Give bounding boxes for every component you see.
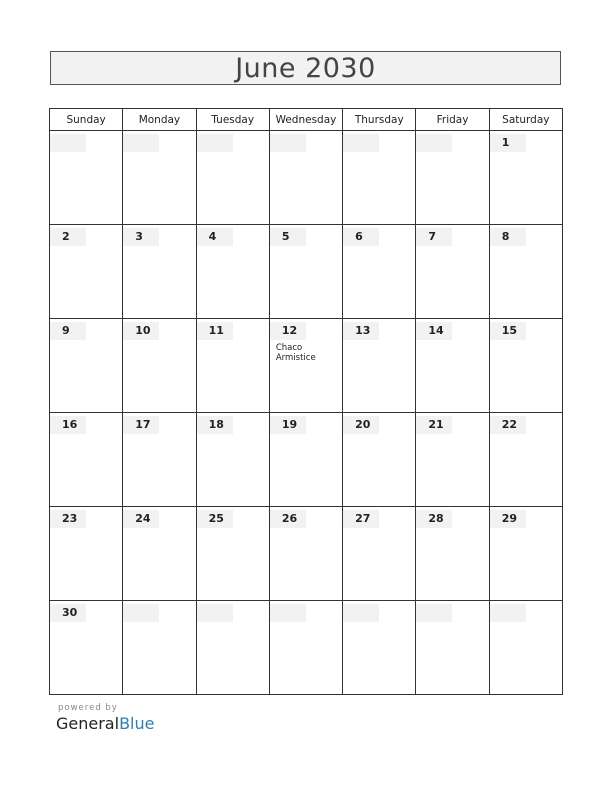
weekday-thursday: Thursday [343, 109, 416, 131]
day-cell[interactable] [343, 131, 416, 225]
week-row [50, 507, 563, 601]
day-number: 16 [50, 416, 86, 434]
day-number: 5 [270, 228, 306, 246]
day-number: 8 [490, 228, 526, 246]
day-number: 23 [50, 510, 86, 528]
day-cell[interactable] [489, 225, 562, 319]
day-number: 15 [490, 322, 526, 340]
day-cell[interactable] [416, 225, 489, 319]
day-number: 13 [343, 322, 379, 340]
day-cell[interactable] [269, 225, 342, 319]
day-cell[interactable] [123, 507, 196, 601]
day-cell[interactable] [196, 319, 269, 413]
day-cell[interactable] [50, 131, 123, 225]
week-row [50, 601, 563, 695]
weekday-sunday: Sunday [50, 109, 123, 131]
day-cell[interactable] [489, 319, 562, 413]
day-cell[interactable] [269, 413, 342, 507]
weekday-header-row [50, 109, 563, 131]
weekday-friday: Friday [416, 109, 489, 131]
week-row [50, 413, 563, 507]
calendar-body [50, 131, 563, 695]
day-number: 21 [416, 416, 452, 434]
weekday-monday: Monday [123, 109, 196, 131]
day-number: 14 [416, 322, 452, 340]
day-cell[interactable] [123, 319, 196, 413]
day-cell[interactable] [269, 131, 342, 225]
day-number [343, 134, 379, 152]
day-number: 20 [343, 416, 379, 434]
brand-general: General [56, 714, 120, 733]
day-cell[interactable] [50, 413, 123, 507]
brand-blue: Blue [119, 714, 155, 733]
weekday-wednesday: Wednesday [269, 109, 342, 131]
day-number: 27 [343, 510, 379, 528]
day-cell[interactable] [416, 319, 489, 413]
day-number: 3 [123, 228, 159, 246]
day-cell[interactable] [269, 319, 342, 413]
day-number: 10 [123, 322, 159, 340]
day-cell[interactable] [196, 413, 269, 507]
week-row [50, 319, 563, 413]
holiday-event: Chaco Armistice [275, 343, 316, 363]
day-number [416, 604, 452, 622]
footer-branding [56, 703, 154, 733]
day-cell[interactable] [489, 413, 562, 507]
day-cell[interactable] [416, 131, 489, 225]
day-number: 19 [270, 416, 306, 434]
day-number [123, 134, 159, 152]
day-number [490, 604, 526, 622]
day-cell[interactable] [196, 225, 269, 319]
calendar-title-box [50, 51, 561, 85]
day-number: 12 [270, 322, 306, 340]
day-number: 24 [123, 510, 159, 528]
day-number: 28 [416, 510, 452, 528]
day-number: 1 [490, 134, 526, 152]
day-cell[interactable] [343, 601, 416, 695]
day-number: 29 [490, 510, 526, 528]
day-cell[interactable] [196, 601, 269, 695]
day-number: 26 [270, 510, 306, 528]
day-number [197, 134, 233, 152]
weekday-saturday: Saturday [489, 109, 562, 131]
day-cell[interactable] [269, 507, 342, 601]
day-number: 25 [197, 510, 233, 528]
week-row [50, 131, 563, 225]
day-number [50, 134, 86, 152]
day-cell[interactable] [50, 601, 123, 695]
day-number: 18 [197, 416, 233, 434]
calendar-grid [49, 108, 563, 695]
day-number: 9 [50, 322, 86, 340]
day-number [123, 604, 159, 622]
day-cell[interactable] [196, 507, 269, 601]
day-cell[interactable] [343, 507, 416, 601]
day-number [270, 604, 306, 622]
week-row [50, 225, 563, 319]
day-number: 11 [197, 322, 233, 340]
day-cell[interactable] [123, 225, 196, 319]
calendar-title: June 2030 [235, 52, 376, 84]
day-cell[interactable] [123, 131, 196, 225]
day-number: 30 [50, 604, 86, 622]
day-number [343, 604, 379, 622]
day-cell[interactable] [489, 131, 562, 225]
powered-by-text: powered by [58, 703, 118, 713]
day-number: 7 [416, 228, 452, 246]
day-cell[interactable] [269, 601, 342, 695]
day-cell[interactable] [50, 319, 123, 413]
day-number: 2 [50, 228, 86, 246]
brand-logo[interactable] [56, 714, 154, 733]
weekday-tuesday: Tuesday [196, 109, 269, 131]
day-cell[interactable] [123, 601, 196, 695]
day-cell[interactable] [196, 131, 269, 225]
day-cell[interactable] [489, 601, 562, 695]
day-cell[interactable] [416, 507, 489, 601]
day-cell[interactable] [343, 413, 416, 507]
day-cell[interactable] [50, 225, 123, 319]
day-number: 6 [343, 228, 379, 246]
day-number [197, 604, 233, 622]
day-number [270, 134, 306, 152]
day-cell[interactable] [489, 507, 562, 601]
day-cell[interactable] [343, 225, 416, 319]
day-number: 22 [490, 416, 526, 434]
day-number [416, 134, 452, 152]
day-number: 17 [123, 416, 159, 434]
day-cell[interactable] [416, 413, 489, 507]
day-cell[interactable] [50, 507, 123, 601]
day-cell[interactable] [343, 319, 416, 413]
day-cell[interactable] [123, 413, 196, 507]
day-cell[interactable] [416, 601, 489, 695]
day-number: 4 [197, 228, 233, 246]
